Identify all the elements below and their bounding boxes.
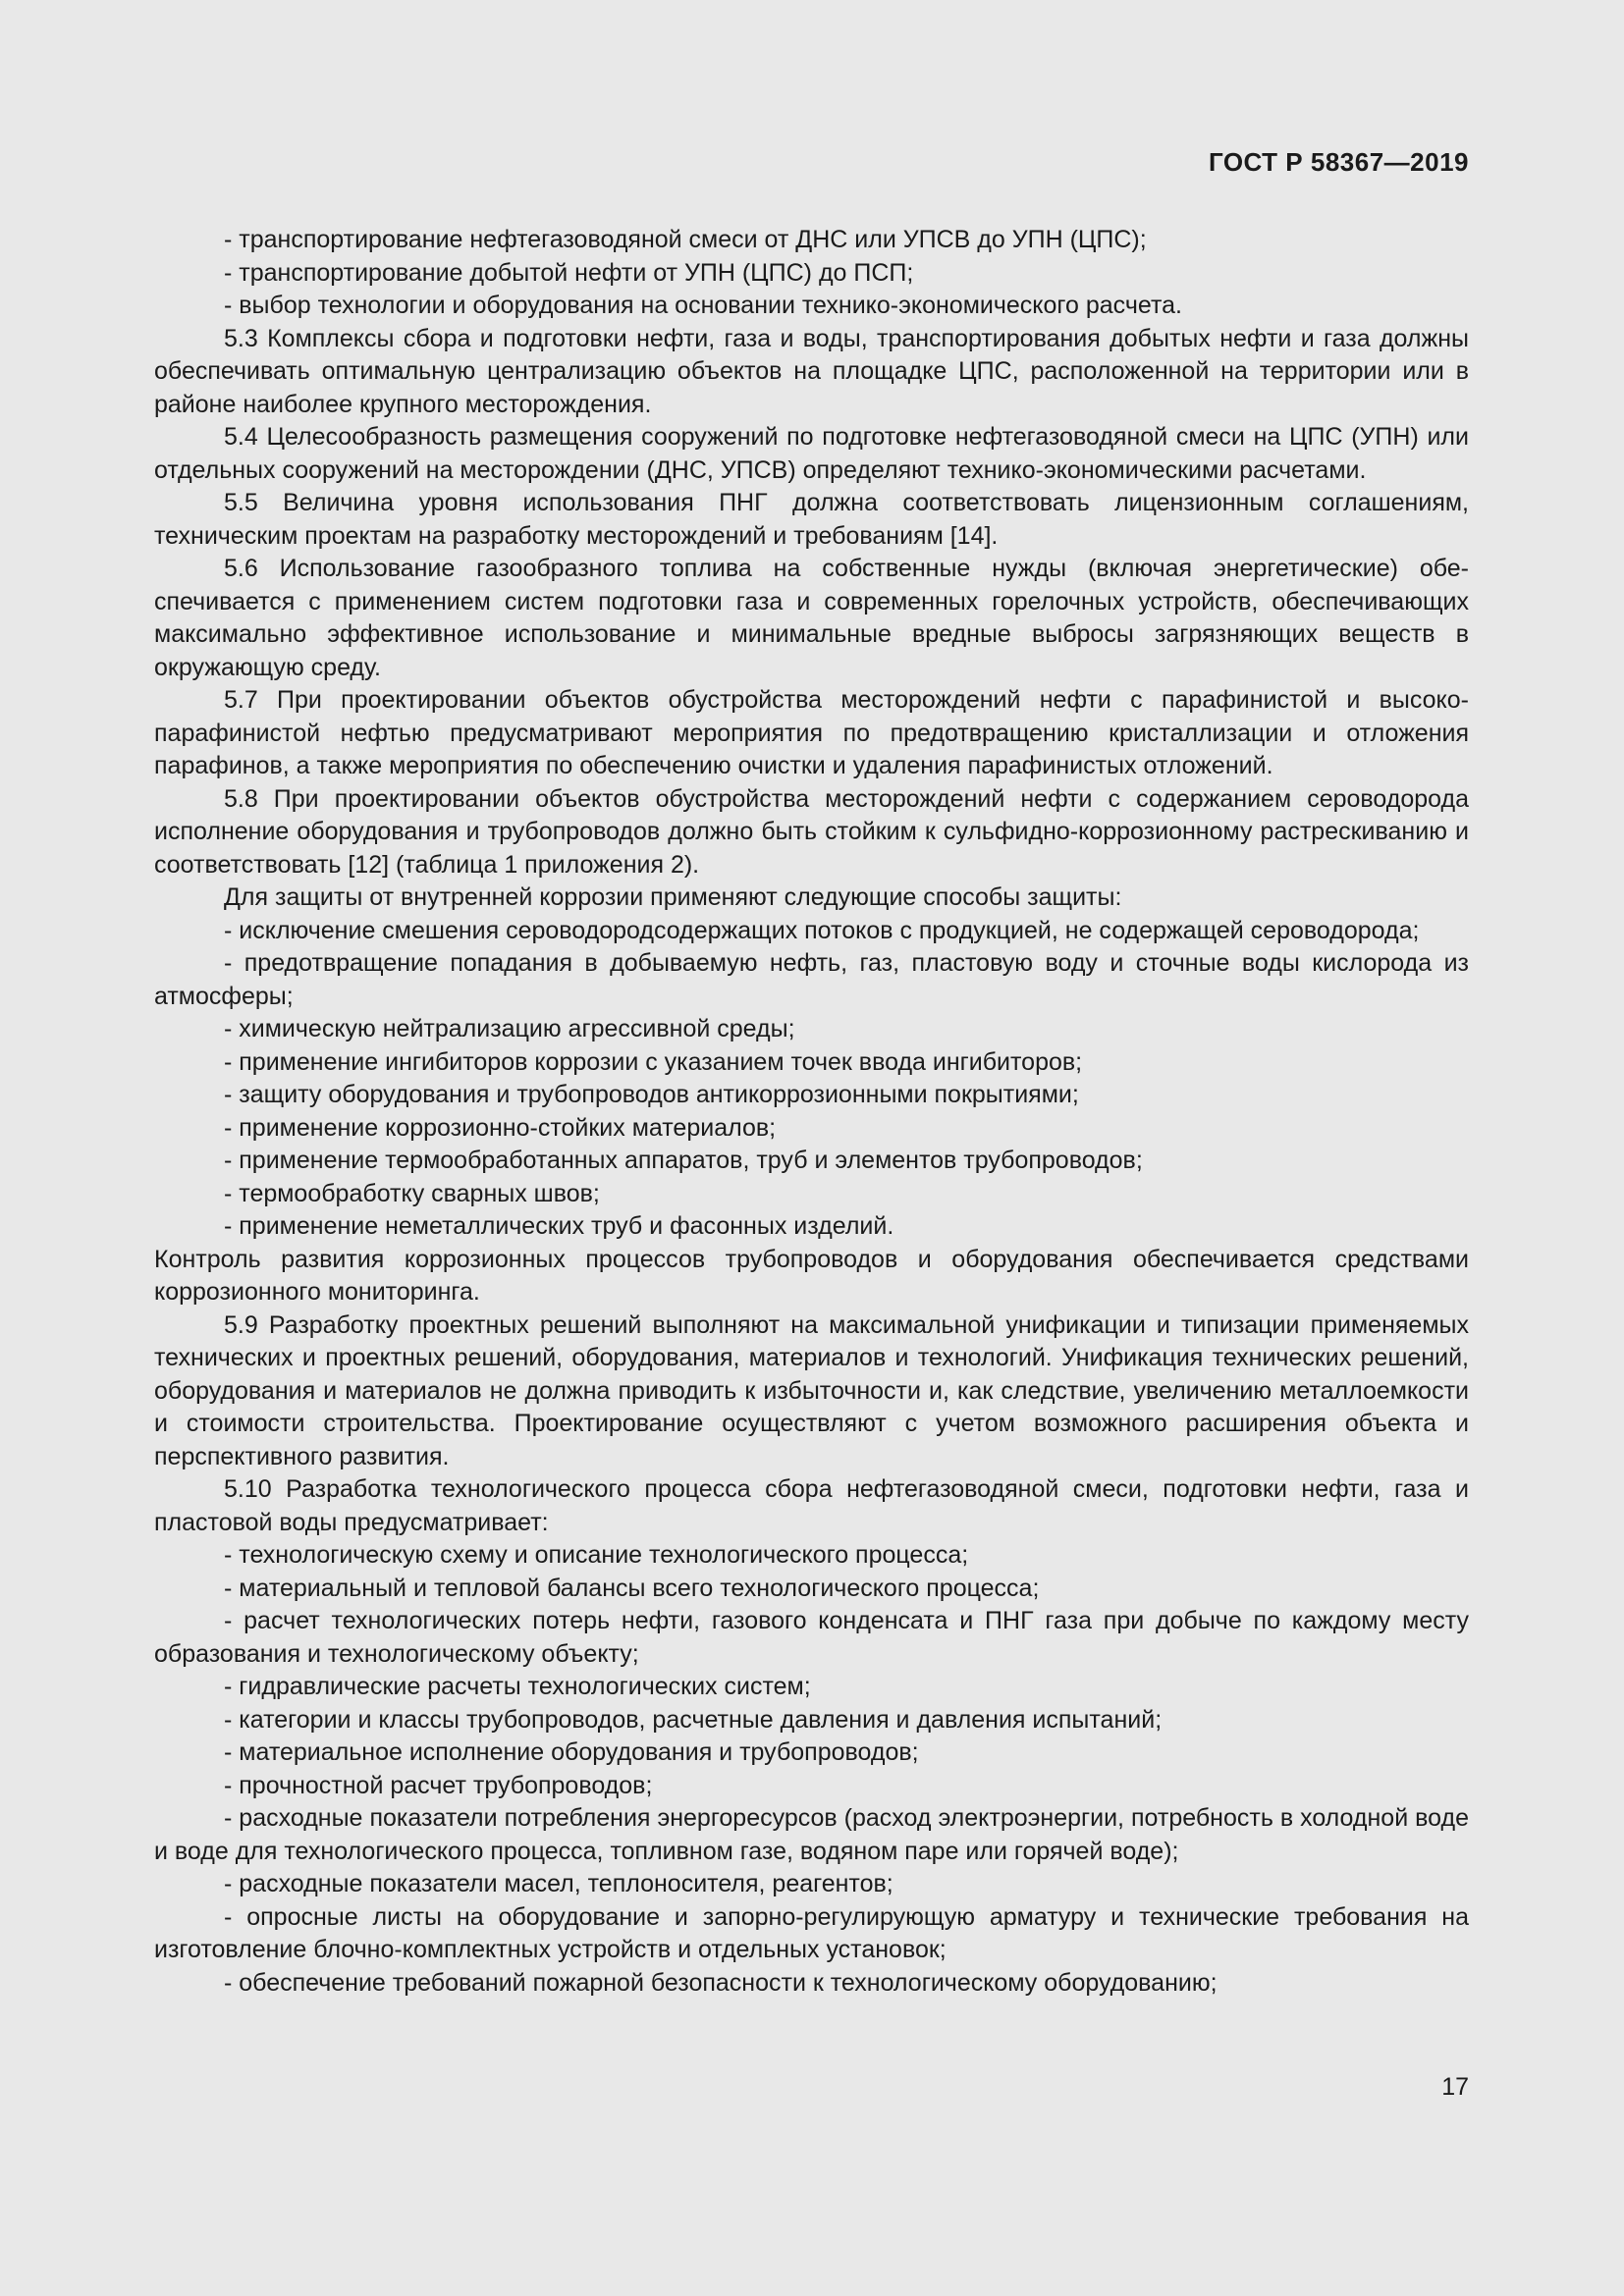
paragraph: 5.9 Разработку проектных решений выполняют на максимальной унификации и типизации применяемых технических и проектных решений, оборудования, материалов и технологий. Унификация технических решений, оборудования и материалов не должна приводить к избыточности и, как следствие, увеличению металлоемкости и стоимости строительства. Проектирование осуществляют с учетом возможного расширения объекта и перспективного развития. xyxy=(154,1310,1469,1470)
paragraph: 5.7 При проектировании объектов обустройства месторождений нефти с парафинистой и высокопарафинистой нефтью предусматривают мероприятия по предотвращению кристаллизации и отложения парафинов, а также мероприятия по обеспечению очистки и удаления парафинистых отложений. xyxy=(154,686,1469,779)
list-item: - транспортирование добытой нефти от УПН (ЦПС) до ПСП; xyxy=(224,258,914,287)
list-item: - обеспечение требований пожарной безопасности к технологическому оборудованию; xyxy=(224,1968,1218,1997)
list-item: - расходные показатели потребления энергоресурсов (расход электроэнергии, потребность в холодной воде и воде для технологического процесса, топливном газе, водяном паре или горячей воде); xyxy=(154,1804,1469,1865)
list-item: - защиту оборудования и трубопроводов антикоррозионными покрытиями; xyxy=(224,1081,1079,1108)
paragraph: 5.10 Разработка технологического процесса сбора нефтегазоводяной смеси, подготовки нефти, газа и пластовой воды предусматривает: xyxy=(154,1475,1469,1536)
list-item: - гидравлические расчеты технологических систем; xyxy=(224,1673,811,1700)
paragraph: Для защиты от внутренней коррозии применяют следующие способы защиты: xyxy=(224,883,1122,911)
list-item: - технологическую схему и описание технологического процесса; xyxy=(224,1541,969,1569)
document-header: ГОСТ Р 58367—2019 xyxy=(1208,147,1469,177)
paragraph: 5.6 Использование газообразного топлива на собственные нужды (включая энергетические) обеспечивается с применением систем подготовки газа и современных горелочных устройств, обеспечивающих максимально эффективное использование и минимальные вредные выбросы загрязняющих веществ в окружающую среду. xyxy=(154,555,1469,681)
paragraph: 5.4 Целесообразность размещения сооружений по подготовке нефтегазоводяной смеси на ЦПС (УПН) или отдельных сооружений на месторождении (ДНС, УПСВ) определяют технико-экономическими расчетами. xyxy=(154,423,1469,484)
list-item: - категории и классы трубопроводов, расчетные давления и давления испытаний; xyxy=(224,1705,1163,1734)
list-item: - термообработку сварных швов; xyxy=(224,1179,600,1207)
list-item: - предотвращение попадания в добываемую нефть, газ, пластовую воду и сточные воды кислорода из атмосферы; xyxy=(154,949,1469,1010)
list-item: - применение термообработанных аппаратов, труб и элементов трубопроводов; xyxy=(224,1147,1143,1174)
list-item: - материальное исполнение оборудования и трубопроводов; xyxy=(224,1738,919,1766)
list-item: - расходные показатели масел, теплоносителя, реагентов; xyxy=(224,1870,893,1897)
list-item: - опросные листы на оборудование и запорно-регулирующую арматуру и технические требования на изготовление блочно-комплектных устройств и отдельных установок; xyxy=(154,1902,1469,1963)
paragraph: 5.5 Величина уровня использования ПНГ должна соответствовать лицензионным соглашениям, техническим проектам на разработку месторождений и требованиям [14]. xyxy=(154,489,1469,550)
list-item: - химическую нейтрализацию агрессивной среды; xyxy=(224,1015,795,1042)
list-item: - применение коррозионно-стойких материалов; xyxy=(224,1113,777,1142)
document-body xyxy=(154,224,1469,2000)
list-item: - применение неметаллических труб и фасонных изделий. xyxy=(224,1212,894,1240)
list-item: - исключение смешения сероводородсодержащих потоков с продукцией, не содержащей сероводорода; xyxy=(224,916,1420,944)
page-number: 17 xyxy=(1441,2073,1469,2101)
list-item: - материальный и тепловой балансы всего технологического процесса; xyxy=(224,1574,1040,1602)
paragraph: Контроль развития коррозионных процессов трубопроводов и оборудования обеспечивается средствами коррозионного мониторинга. xyxy=(154,1245,1469,1306)
list-item: - прочностной расчет трубопроводов; xyxy=(224,1771,653,1799)
paragraph: 5.3 Комплексы сбора и подготовки нефти, газа и воды, транспортирования добытых нефти и газа должны обеспечивать оптимальную централизацию объектов на площадке ЦПС, расположенной на территории или в районе наиболее крупного месторождения. xyxy=(154,324,1469,418)
list-item: - транспортирование нефтегазоводяной смеси от ДНС или УПСВ до УПН (ЦПС); xyxy=(224,226,1147,253)
list-item: - выбор технологии и оборудования на основании технико-экономического расчета. xyxy=(224,292,1182,319)
list-item: - расчет технологических потерь нефти, газового конденсата и ПНГ газа при добыче по каждому месту образования и технологическому объекту; xyxy=(154,1607,1469,1668)
paragraph: 5.8 При проектировании объектов обустройства месторождений нефти с содержанием сероводорода исполнение оборудования и трубопроводов должно быть стойким к сульфидно-коррозионному растрескиванию и соответствовать [12] (таблица 1 приложения 2). xyxy=(154,784,1469,879)
list-item: - применение ингибиторов коррозии с указанием точек ввода ингибиторов; xyxy=(224,1047,1083,1076)
